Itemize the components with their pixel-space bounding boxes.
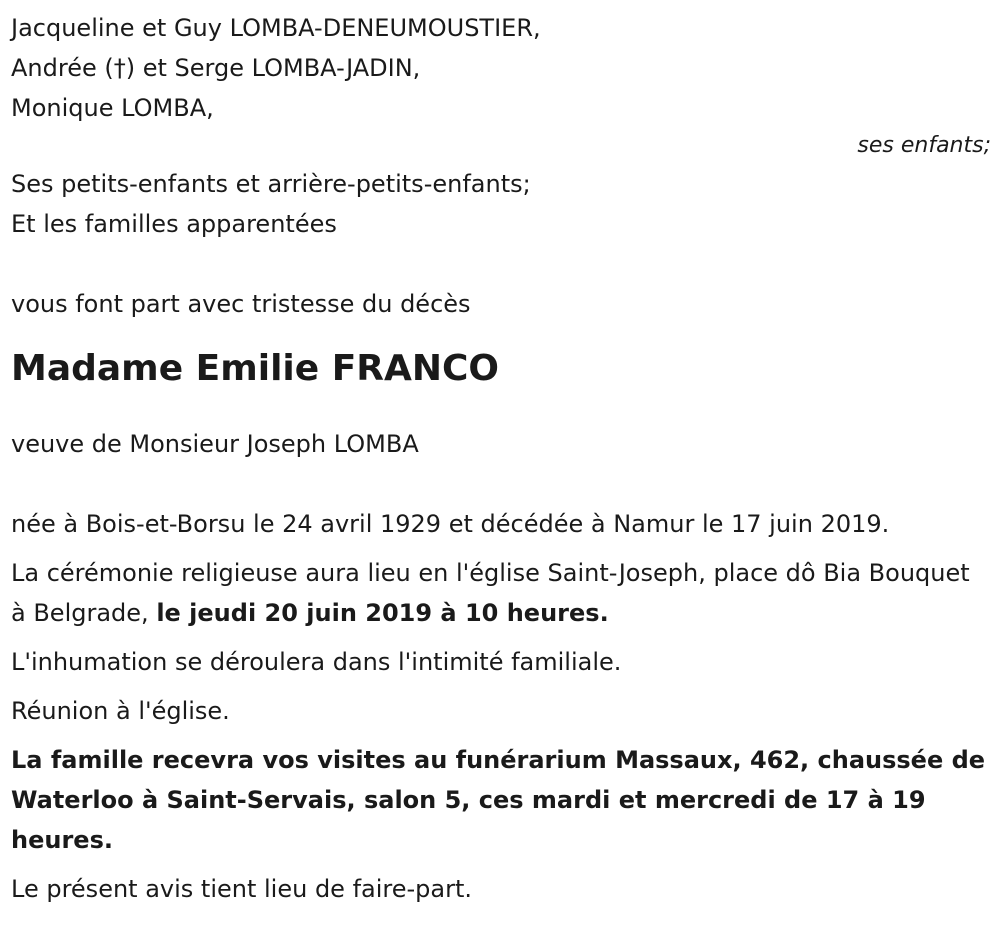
family-line-2: Andrée (†) et Serge LOMBA-JADIN, xyxy=(11,54,421,82)
family-line-1: Jacqueline et Guy LOMBA-DENEUMOUSTIER, xyxy=(11,14,541,42)
relatives-line-2: Et les familles apparentées xyxy=(11,210,337,238)
ceremony-paragraph xyxy=(11,553,991,633)
ceremony-text: La cérémonie religieuse aura lieu en l'église Saint-Joseph, place dô Bia Bouquet à Belgrade, xyxy=(11,559,970,627)
death-notice xyxy=(11,8,991,909)
family-line-3: Monique LOMBA, xyxy=(11,94,214,122)
family-role: ses enfants; xyxy=(857,133,991,158)
announcement-text: vous font part avec tristesse du décès xyxy=(11,290,471,318)
visits-text: La famille recevra vos visites au funérarium Massaux, 462, chaussée de Waterloo à Saint-Servais, salon 5, ces mardi et mercredi de 17 à 19 heures. xyxy=(11,746,986,854)
meeting-text: Réunion à l'église. xyxy=(11,697,230,725)
relatives-line-1: Ses petits-enfants et arrière-petits-enfants; xyxy=(11,170,531,198)
deceased-spouse: veuve de Monsieur Joseph LOMBA xyxy=(11,430,419,458)
ceremony-date: le jeudi 20 juin 2019 à 10 heures. xyxy=(156,599,609,627)
deceased-name: Madame Emilie FRANCO xyxy=(11,348,500,389)
burial-text: L'inhumation se déroulera dans l'intimité familiale. xyxy=(11,648,622,676)
footer-text: Le présent avis tient lieu de faire-part. xyxy=(11,875,473,903)
deceased-dates: née à Bois-et-Borsu le 24 avril 1929 et décédée à Namur le 17 juin 2019. xyxy=(11,510,890,538)
